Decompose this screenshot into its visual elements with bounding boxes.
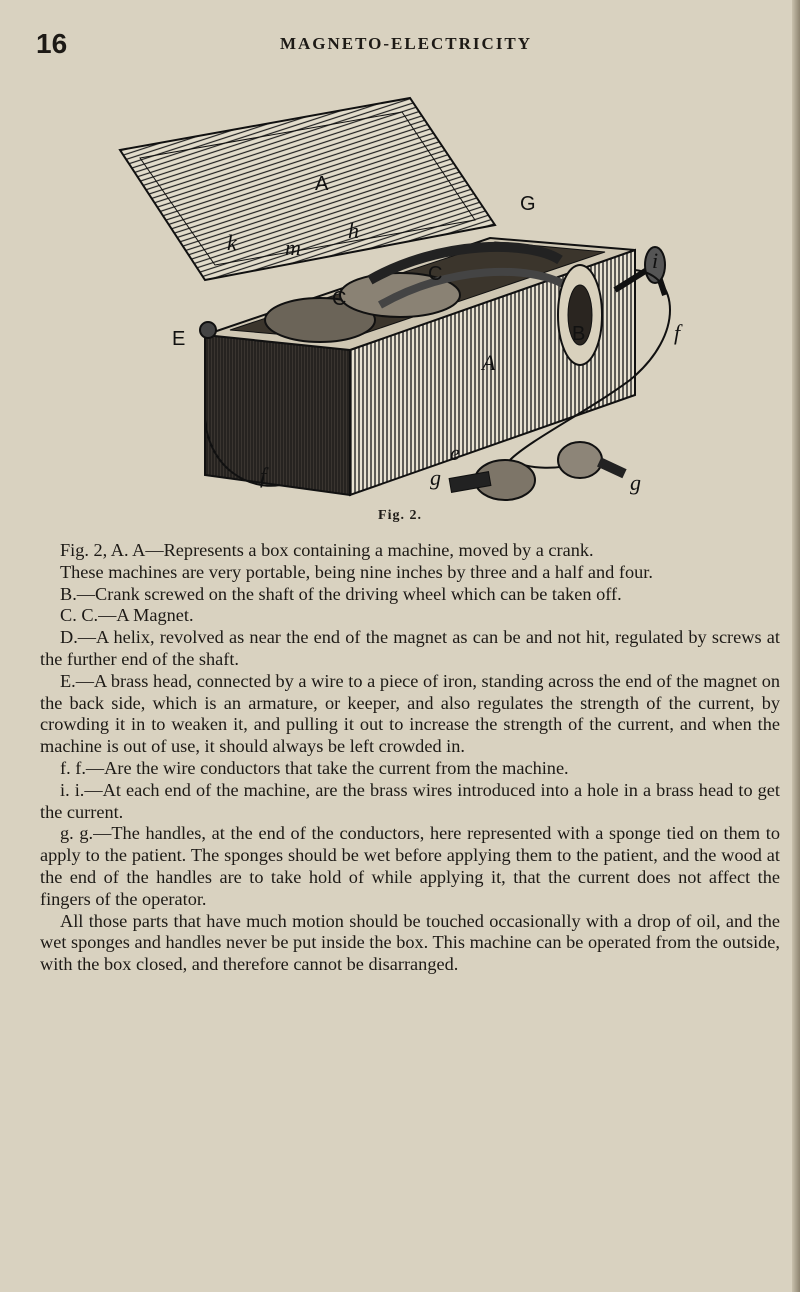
label-k: k (227, 230, 237, 255)
label-e: e (450, 440, 460, 465)
paragraph-fig-intro: Fig. 2, A. A—Represents a box containing a machine, moved by a crank. (60, 540, 594, 560)
page-edge (792, 0, 800, 1292)
label-G: G (520, 193, 536, 215)
helix-wheel (558, 265, 602, 365)
running-head: MAGNETO-ELECTRICITY (279, 34, 533, 53)
paragraph-magnet: C. C.—A Magnet. (60, 605, 194, 626)
brass-head (200, 322, 216, 338)
paragraph-portable: These machines are very portable, being nine inches by three and a half and four. (60, 561, 653, 582)
label-A-lid: A (315, 173, 329, 195)
label-h: h (348, 218, 359, 243)
body-text (40, 540, 780, 976)
label-A-front: A (482, 350, 496, 375)
label-g-right: g (630, 470, 641, 495)
label-f-right: f (674, 320, 681, 345)
label-C-upper: C (428, 263, 443, 285)
magneto-machine-engraving (110, 90, 710, 530)
paragraph-handles: g. g.—The handles, at the end of the conductors, here represented with a sponge tied on them to apply to the patient. The sponges should be wet before applying them to the patient, and the wood at the end of the handles are to take hold of while applying it, that the current does not affect the fingers of the operator. (40, 823, 780, 909)
label-g-left: g (430, 465, 441, 490)
label-i: i (652, 248, 659, 273)
figure-caption: Fig. 2. (378, 508, 422, 523)
label-C-lower: C (332, 288, 347, 310)
paragraph-conductors: f. f.—Are the wire conductors that take the current from the machine. (60, 757, 569, 778)
paragraph-maintenance: All those parts that have much motion should be touched occasionally with a drop of oil, and the wet sponges and handles never be put inside the box. This machine can be operated from the outside, with the box closed, and therefore cannot be disarranged. (40, 910, 780, 975)
page-header (36, 28, 776, 58)
label-f-left: f (260, 463, 267, 488)
paragraph-brass-wires: i. i.—At each end of the machine, are the brass wires introduced into a hole in a brass head to get the current. (40, 779, 780, 822)
box-front (205, 335, 350, 495)
label-E: E (172, 328, 186, 350)
figure-illustration (110, 90, 710, 530)
label-m: m (285, 235, 301, 260)
label-B: B (572, 323, 586, 345)
paragraph-crank: B.—Crank screwed on the shaft of the driving wheel which can be taken off. (60, 583, 622, 604)
paragraph-helix: D.—A helix, revolved as near the end of the magnet as can be and not hit, regulated by screws at the further end of the shaft. (40, 627, 780, 669)
page-number: 16 (36, 28, 68, 59)
paragraph-brass-head: E.—A brass head, connected by a wire to a piece of iron, standing across the end of the magnet on the back side, which is an armature, or keeper, and also regulates the strength of the current, by crowding it in to weaken it, and pulling it out to increase the strength of the current, and when the machine is out of use, it should always be left crowded in. (40, 670, 780, 757)
